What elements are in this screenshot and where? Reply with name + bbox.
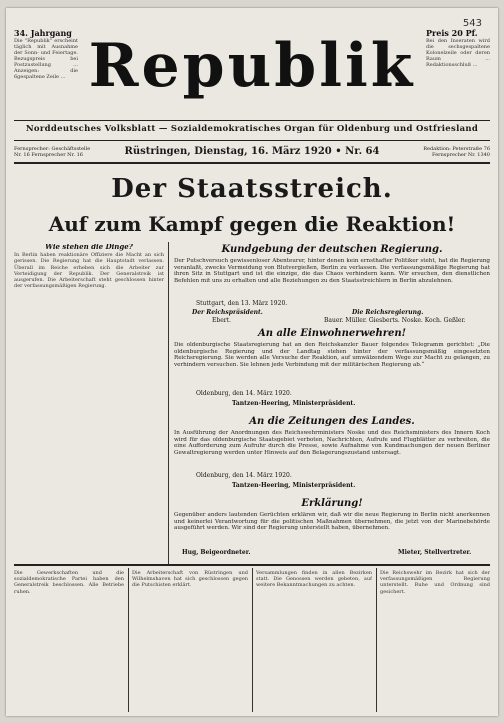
rule bbox=[14, 140, 490, 141]
signature-zeitungen: Tantzen-Heering, Ministerpräsident. bbox=[232, 482, 356, 489]
left-column bbox=[14, 244, 164, 562]
column-divider bbox=[376, 568, 377, 712]
signature-mieter: Mieter, Stellvertreter. bbox=[398, 549, 472, 556]
page-number: 543 bbox=[462, 18, 482, 29]
section-date-kundgebung: Stuttgart, den 13. März 1920. bbox=[196, 300, 288, 307]
section-text-kundgebung: Der Putschversuch gewissenloser Abenteurer, hinter denen kein ernsthafter Politiker steht, hat die Regierung veranlaßt, zwecks Vermeidung von Blutvergießen, Berlin zu verlassen. Die verfassungsmäßige Regierung hat ihren Sitz in Stuttgart und ist die einzige, die das Chaos verhindern kann. Wir ersuchen, den dienstlichen Befehlen mit uns zu erhalten und alle Beziehungen zu den Staatsstreichlern in Berlin abzulehnen. bbox=[174, 258, 490, 284]
headline: Der Staatsstreich. bbox=[111, 174, 393, 204]
dateline-center: Rüstringen, Dienstag, 16. März 1920 • Nr. 64 bbox=[124, 146, 380, 157]
bottom-column: Die Gewerkschaften und die sozialdemokratische Partei haben den Generalstreik beschlossen. Alle Betriebe ruhen. bbox=[14, 570, 124, 595]
column-divider bbox=[252, 568, 253, 712]
rule bbox=[14, 120, 490, 121]
volume-label: 34. Jahrgang bbox=[14, 28, 72, 38]
bottom-column: Die Arbeiterschaft von Rüstringen und Wilhelmshaven hat sich geschlossen gegen die Putschisten erklärt. bbox=[132, 570, 248, 589]
dateline-left: Fernsprecher: Geschäftsstelle Nr. 16 Fernsprecher Nr. 16 bbox=[14, 146, 91, 158]
signature-hug: Hug, Beigeordneter. bbox=[182, 549, 251, 556]
section-heading-kundgebung: Kundgebung der deutschen Regierung. bbox=[221, 244, 443, 255]
dateline bbox=[14, 144, 490, 160]
section-heading-erklaerung: Erklärung! bbox=[301, 498, 363, 509]
signature-names-regierung: Bauer. Müller. Giesberts. Noske. Koch. Geßler. bbox=[324, 317, 466, 324]
price-label: Preis 20 Pf. bbox=[426, 28, 478, 38]
dateline-right: Redaktion: Peterstraße 76 Fernsprecher Nr. 1340 bbox=[423, 146, 490, 158]
column-text: In Berlin haben reaktionäre Offiziere die Macht an sich gerissen. Die Regierung hat die Hauptstadt verlassen. Überall im Reiche erheben sich die Arbeiter zur Verteidigung der Republik. Der Generalstreik ist ausgerufen. Die Arbeiterschaft steht geschlossen hinter der verfassungsmäßigen Regierung. bbox=[14, 252, 164, 290]
bottom-rule bbox=[14, 564, 490, 566]
section-text-zeitungen: In Ausführung der Anordnungen des Reichswehrministers Noske und des Reichsministers des Innern Koch wird für das oldenburgische Staatsgebiet verboten, Nachrichten, Aufrufe und Flugblätter zu verbreiten, die eine Aufforderung zum Aufruhr durch die Presse, sowie Aufnahme von Kundmachungen der neuen Berliner Gewaltregierung werden unter Hinweis auf den Belagerungszustand untersagt. bbox=[174, 430, 490, 456]
signature-reichsregierung: Die Reichsregierung. bbox=[352, 309, 424, 316]
signature-reichspraesident: Der Reichspräsident. bbox=[192, 309, 263, 316]
signature-name-ebert: Ebert. bbox=[212, 317, 231, 324]
rule bbox=[14, 162, 490, 164]
section-heading-zeitungen: An die Zeitungen des Landes. bbox=[249, 416, 415, 427]
subheadline: Auf zum Kampf gegen die Reaktion! bbox=[48, 212, 456, 236]
bottom-column: Versammlungen finden in allen Bezirken statt. Die Genossen werden gebeten, auf weitere Bekanntmachungen zu achten. bbox=[256, 570, 372, 589]
subtitle: Norddeutsches Volksblatt — Sozialdemokratisches Organ für Oldenburg und Ostfriesland bbox=[25, 124, 479, 134]
advertising-info: Bei den Inseraten wird die sechsgespaltene Kolonelzeile oder deren Raum ... Redaktionsschluß ... bbox=[426, 38, 490, 68]
column-divider bbox=[168, 242, 169, 564]
section-heading-einwohner: An alle Einwohnerwehren! bbox=[257, 328, 407, 339]
section-date-einwohner: Oldenburg, den 14. März 1920. bbox=[196, 390, 292, 397]
masthead: Republik bbox=[88, 31, 416, 101]
header-left-box bbox=[14, 28, 78, 80]
bottom-column: Die Reichswehr im Bezirk hat sich der verfassungsmäßigen Regierung unterstellt. Ruhe und Ordnung sind gesichert. bbox=[380, 570, 490, 595]
column-question: Wie stehen die Dinge? bbox=[45, 244, 133, 251]
column-divider bbox=[128, 568, 129, 712]
section-date-zeitungen: Oldenburg, den 14. März 1920. bbox=[196, 472, 292, 479]
section-text-einwohner: Die oldenburgische Staatsregierung hat an den Reichskanzler Bauer folgendes Telegramm gerichtet: „Die oldenburgische Regierung und der Landtag stehen hinter der verfassungsmäßig eingesetzten Reichsregierung. Sie werden alle Versuche der Reaktion, auf umwälzendem Wege zur Macht zu gelangen, zu verhindern versuchen. Sie lehnen jede Verbindung mit der militärischen Regierung ab.“ bbox=[174, 342, 490, 368]
signature-einwohner: Tantzen-Heering, Ministerpräsident. bbox=[232, 400, 356, 407]
subscription-info: Die "Republik" erscheint täglich mit Ausnahme der Sonn- und Feiertage. Bezugspreis bei Postzustellung ... Anzeigen: die 6gespaltene Zeile ... bbox=[14, 38, 78, 80]
header-right-box bbox=[426, 28, 490, 68]
newspaper-page bbox=[6, 8, 498, 716]
section-text-erklaerung: Gegenüber anders lautenden Gerüchten erklären wir, daß wir die neue Regierung in Berlin nicht anerkennen und keinerlei Verantwortung für die politischen Maßnahmen übernehmen, die jetzt von der Marinebehörde ausgeführt werden. Wir sind der Regierung unterstellt haben, übernehmen. bbox=[174, 512, 490, 532]
